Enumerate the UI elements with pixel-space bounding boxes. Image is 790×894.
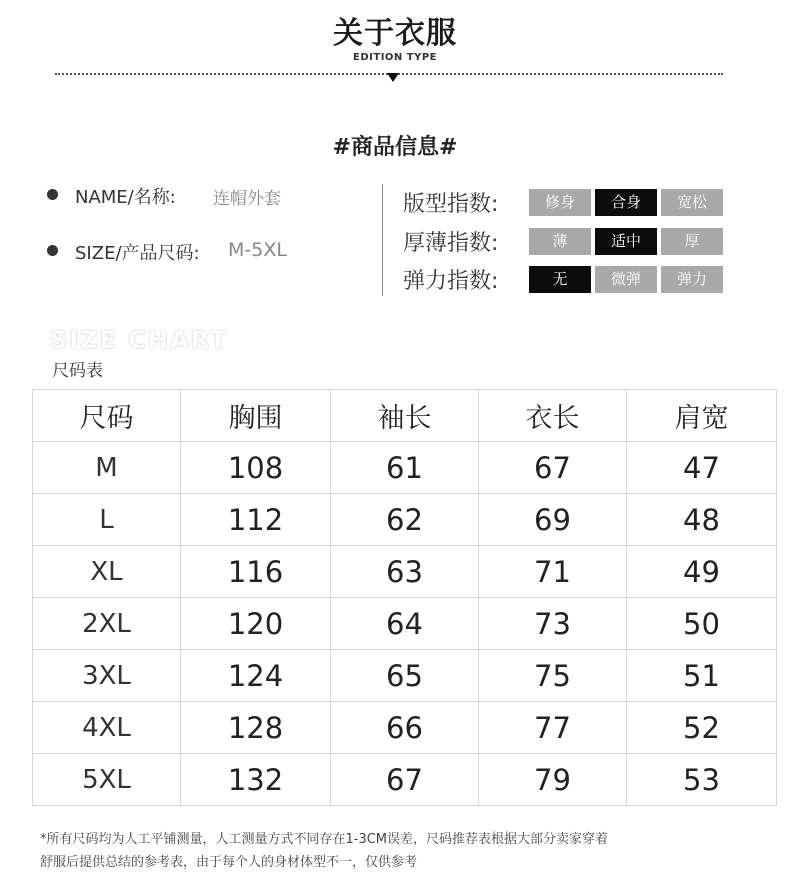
table-cell: 49 [627, 546, 777, 598]
table-row [33, 702, 777, 754]
size-table [32, 389, 777, 806]
name-label: NAME/名称: [75, 187, 176, 208]
table-cell: 4XL [33, 702, 181, 754]
column-header: 肩宽 [627, 390, 777, 442]
table-cell: 67 [479, 442, 627, 494]
table-cell: 51 [627, 650, 777, 702]
table-cell: 52 [627, 702, 777, 754]
bullet-icon [47, 189, 58, 200]
page-subtitle: EDITION TYPE [353, 52, 437, 63]
table-cell: 63 [331, 546, 479, 598]
table-cell: 47 [627, 442, 777, 494]
table-cell: 61 [331, 442, 479, 494]
index-chip: 无 [529, 266, 591, 293]
size-chart-heading: 尺码表 [52, 361, 103, 381]
table-cell: 48 [627, 494, 777, 546]
bullet-icon [47, 245, 58, 256]
table-row [33, 598, 777, 650]
table-cell: 64 [331, 598, 479, 650]
index-label: 厚薄指数: [403, 231, 499, 256]
table-cell: 116 [181, 546, 331, 598]
table-cell: 62 [331, 494, 479, 546]
index-chip: 厚 [661, 228, 723, 255]
index-chip: 宽松 [661, 189, 723, 216]
table-cell: 66 [331, 702, 479, 754]
index-chip: 适中 [595, 228, 657, 255]
table-cell: 128 [181, 702, 331, 754]
index-label: 弹力指数: [403, 269, 499, 294]
table-cell: 5XL [33, 754, 181, 806]
table-cell: M [33, 442, 181, 494]
index-chip: 合身 [595, 189, 657, 216]
footnote-line: 舒服后提供总结的参考表，由于每个人的身材体型不一，仅供参考 [40, 855, 418, 870]
column-header: 袖长 [331, 390, 479, 442]
table-cell: 75 [479, 650, 627, 702]
table-row [33, 494, 777, 546]
table-cell: 71 [479, 546, 627, 598]
table-row [33, 442, 777, 494]
column-header: 衣长 [479, 390, 627, 442]
index-chip: 薄 [529, 228, 591, 255]
size-value: M-5XL [228, 239, 287, 261]
table-cell: 120 [181, 598, 331, 650]
index-chip: 弹力 [661, 266, 723, 293]
table-cell: 108 [181, 442, 331, 494]
table-cell: 73 [479, 598, 627, 650]
table-cell: 132 [181, 754, 331, 806]
page-title: 关于衣服 [333, 16, 457, 51]
size-label: SIZE/产品尺码: [75, 243, 200, 264]
index-chip: 修身 [529, 189, 591, 216]
section-title: #商品信息# [332, 135, 458, 160]
arrow-down-icon [387, 73, 399, 82]
table-cell: 67 [331, 754, 479, 806]
table-cell: 77 [479, 702, 627, 754]
name-value: 连帽外套 [213, 189, 281, 209]
table-cell: 2XL [33, 598, 181, 650]
table-cell: 53 [627, 754, 777, 806]
table-cell: 69 [479, 494, 627, 546]
column-header: 胸围 [181, 390, 331, 442]
table-cell: 124 [181, 650, 331, 702]
table-cell: 79 [479, 754, 627, 806]
table-cell: 65 [331, 650, 479, 702]
table-cell: L [33, 494, 181, 546]
table-cell: 112 [181, 494, 331, 546]
index-chip: 微弹 [595, 266, 657, 293]
table-cell: 3XL [33, 650, 181, 702]
table-cell: 50 [627, 598, 777, 650]
table-header-row [33, 390, 777, 442]
table-row [33, 546, 777, 598]
table-row [33, 754, 777, 806]
index-label: 版型指数: [403, 192, 499, 217]
footnote-line: *所有尺码均为人工平铺测量，人工测量方式不同存在1-3CM误差，尺码推荐表根据大部分卖家穿着 [40, 832, 609, 847]
column-header: 尺码 [33, 390, 181, 442]
table-cell: XL [33, 546, 181, 598]
vertical-divider [382, 184, 383, 296]
size-chart-heading-en: SIZE CHART [50, 326, 229, 354]
table-row [33, 650, 777, 702]
